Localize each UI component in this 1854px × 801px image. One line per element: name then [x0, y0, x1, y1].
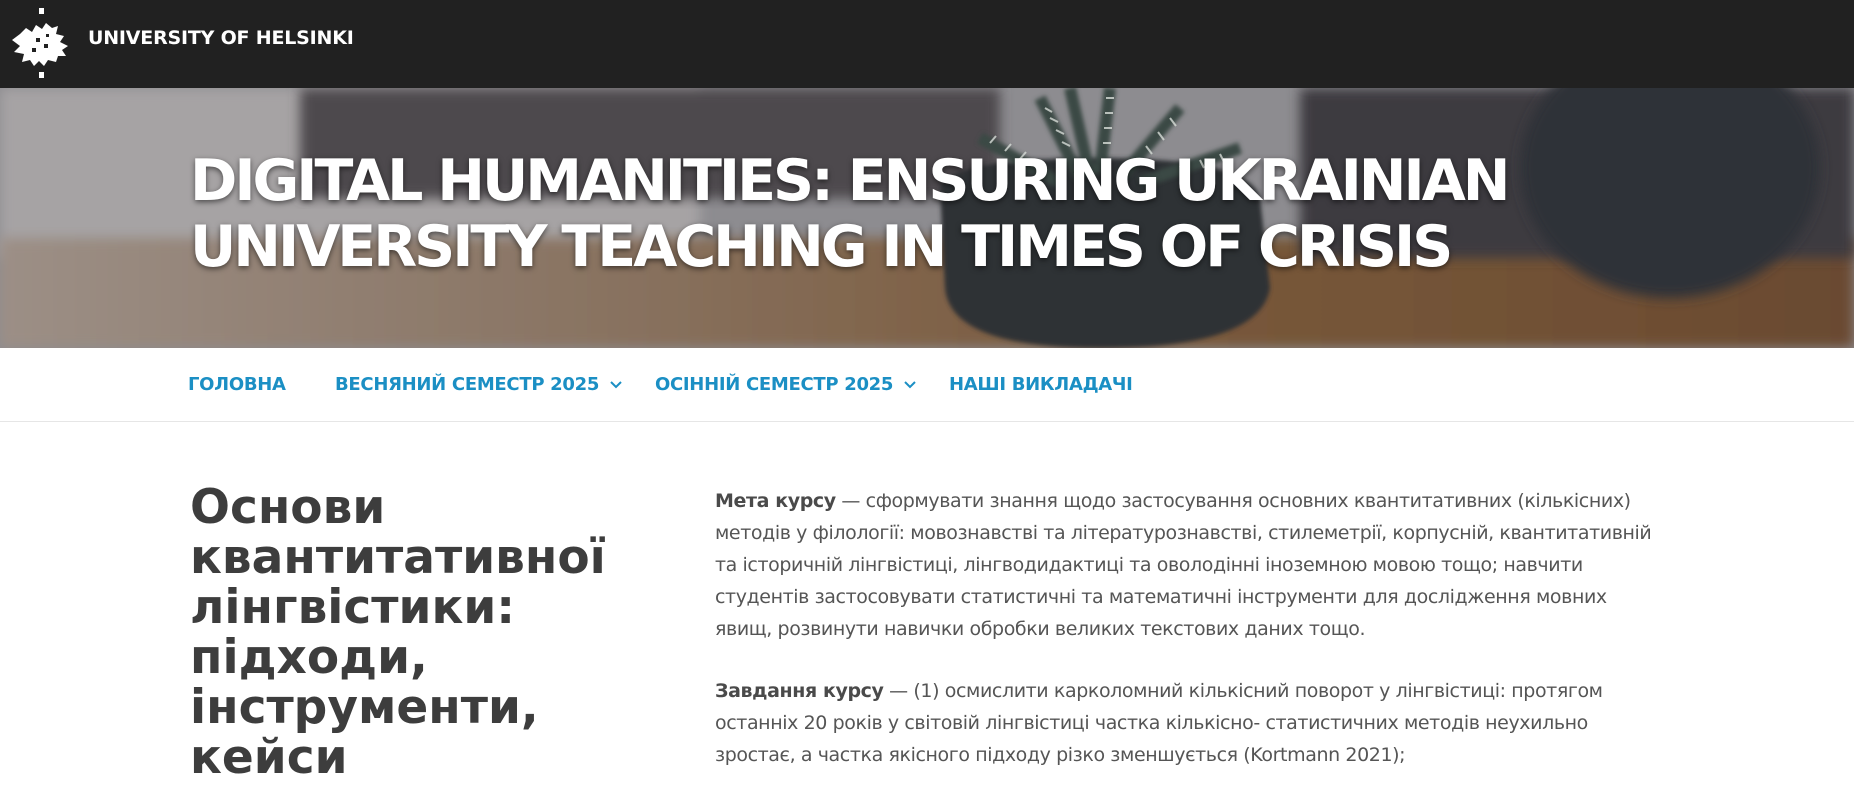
paragraph-label: Завдання курсу	[715, 680, 884, 702]
site-title[interactable]: DIGITAL HUMANITIES: ENSURING UKRAINIAN UNIVERSITY TEACHING IN TIMES OF CRISIS	[190, 148, 1508, 280]
nav-item-our-teachers[interactable]	[949, 374, 1133, 395]
chevron-down-icon	[609, 380, 623, 390]
nav-item-spring-semester[interactable]	[335, 374, 623, 395]
brand-name[interactable]: UNIVERSITY OF HELSINKI	[88, 27, 354, 49]
paragraph-text: — (1) осмислити карколомний кількісний поворот у лінгвістиці: протягом останніх 20 років у світовій лінгвістиці частка кількісно- статистичних методів неухильно зростає, а частка якісного підходу різко зменшується (Kortmann 2021);	[715, 680, 1603, 766]
main-navigation	[0, 348, 1854, 422]
paragraph-label: Мета курсу	[715, 490, 836, 512]
hero-banner	[0, 88, 1854, 348]
nav-item-autumn-semester[interactable]	[655, 374, 917, 395]
course-tasks-paragraph	[715, 675, 1665, 771]
paragraph-text: — сформувати знання щодо застосування основних квантитативних (кількісних) методів у філології: мовознавстві та літературознавстві, стилеметрії, корпусній, квантитативній та історичній лінгвістиці, лінгводидактиці та оволодінні іноземною мовою тощо; навчити студентів застосовувати статистичні та математичні інструменти для дослідження мовних явищ, розвинути навички обробки великих текстових даних тощо.	[715, 490, 1652, 640]
nav-item-label: ОСІННІЙ СЕМЕСТР 2025	[655, 374, 894, 395]
chevron-down-icon	[903, 380, 917, 390]
page-title: Основи квантитативної лінгвістики: підходи, інструменти, кейси	[190, 480, 606, 785]
course-description	[715, 485, 1665, 801]
site-header	[0, 0, 1854, 88]
nav-item-label: ГОЛОВНА	[188, 374, 286, 395]
nav-item-home[interactable]	[188, 374, 286, 395]
helsinki-flame-logo-icon[interactable]	[6, 8, 76, 78]
nav-item-label: ВЕСНЯНИЙ СЕМЕСТР 2025	[335, 374, 600, 395]
course-goal-paragraph	[715, 485, 1665, 645]
nav-item-label: НАШІ ВИКЛАДАЧІ	[949, 374, 1133, 395]
